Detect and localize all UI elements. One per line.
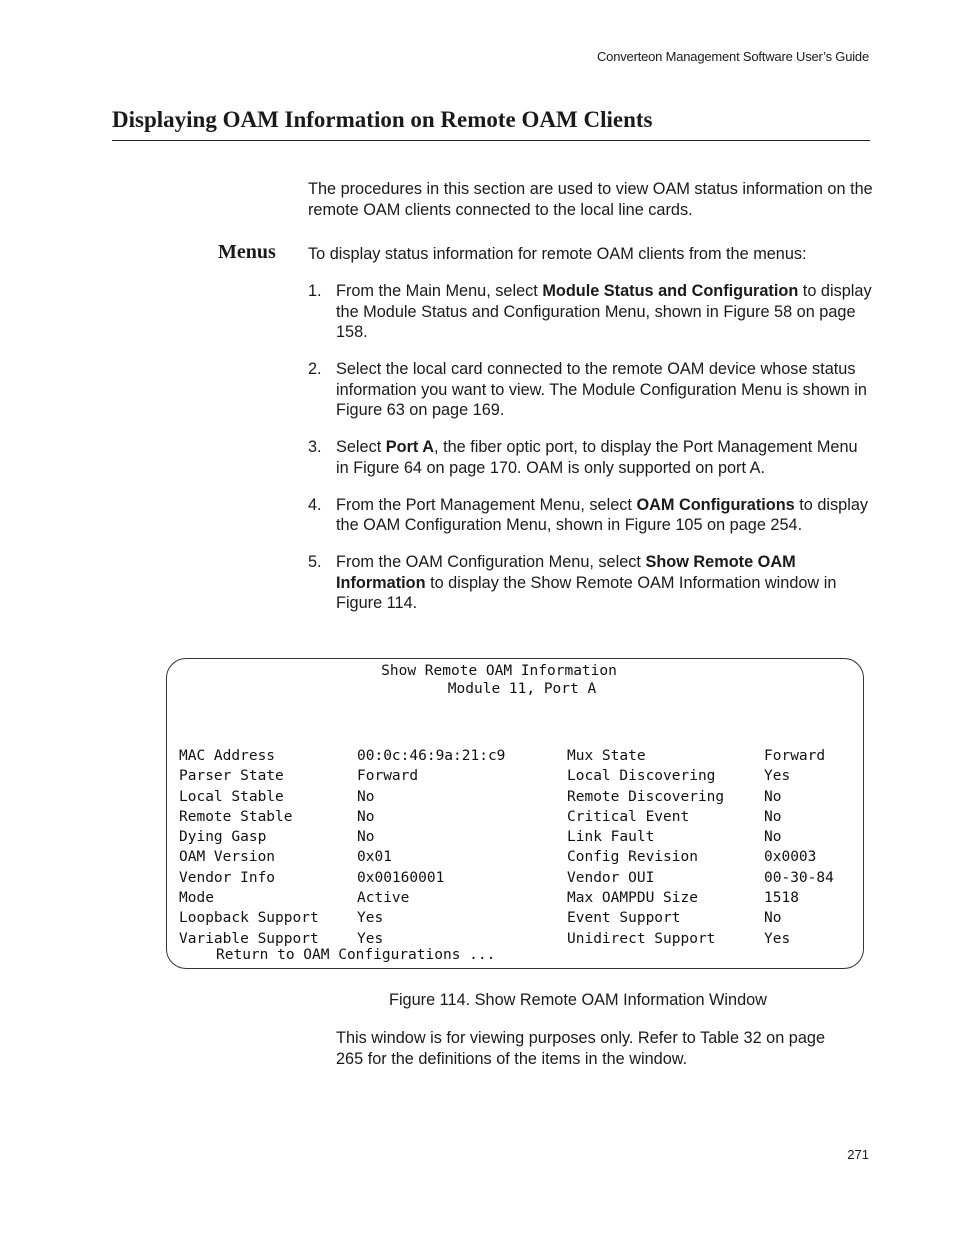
field-value: Yes	[764, 768, 791, 785]
field-label: Mode	[179, 890, 214, 907]
status-table	[179, 732, 834, 947]
step-number: 2.	[308, 360, 322, 378]
step-item	[308, 495, 873, 536]
menus-side-heading: Menus	[218, 241, 276, 263]
page-number: 271	[847, 1147, 869, 1162]
field-value: 0x0003	[764, 849, 817, 866]
field-value: No	[764, 788, 782, 805]
field-value: Yes	[357, 930, 384, 947]
step-text: From the Main Menu, select Module Status and Configuration to display the Module Status and Configuration Menu, shown in Figure 58 on page 158.	[336, 282, 872, 341]
menu-option-name: Show Remote OAM Information	[336, 553, 796, 592]
menu-option-name: OAM Configurations	[636, 495, 795, 514]
field-value: Active	[357, 890, 410, 907]
step-number: 1.	[308, 282, 322, 300]
menu-option-name: Module Status and Configuration	[542, 282, 799, 300]
field-label: MAC Address	[179, 748, 276, 764]
field-label: Parser State	[179, 768, 284, 785]
field-value: No	[357, 808, 375, 825]
field-value: 00-30-84	[764, 869, 834, 886]
step-text: Select the local card connected to the remote OAM device whose status information you want to view. The Module Configuration Menu is shown in Figure 63 on page 169.	[336, 360, 867, 419]
figure-caption: Figure 114. Show Remote OAM Information Window	[389, 991, 767, 1009]
terminal-title: Show Remote OAM Information	[381, 663, 617, 679]
terminal-window-figure	[166, 658, 864, 969]
field-value: No	[764, 808, 782, 825]
terminal-subtitle: Module 11, Port A	[447, 681, 597, 697]
field-label: Local Discovering	[567, 768, 716, 785]
field-label: Local Stable	[179, 788, 284, 805]
closing-paragraph: This window is for viewing purposes only. Refer to Table 32 on page 265 for the definitions of the items in the window.	[336, 1029, 826, 1068]
field-value: No	[357, 829, 375, 846]
field-value: Forward	[357, 768, 419, 785]
field-value: Forward	[764, 748, 826, 764]
field-value: 00:0c:46:9a:21:c9	[357, 748, 506, 764]
field-label: Link Fault	[567, 829, 655, 846]
field-label: OAM Version	[179, 849, 276, 866]
field-value: No	[764, 829, 782, 846]
menus-lead-paragraph: To display status information for remote OAM clients from the menus:	[308, 245, 807, 263]
field-label: Unidirect Support	[567, 930, 716, 947]
status-row	[179, 732, 826, 764]
step-number: 4.	[308, 495, 322, 514]
step-item	[308, 437, 873, 478]
field-label: Config Revision	[567, 849, 698, 866]
field-label: Event Support	[567, 910, 681, 927]
field-label: Variable Support	[179, 930, 319, 947]
field-label: Remote Stable	[179, 808, 293, 825]
menu-option-name: Port A	[385, 438, 435, 456]
step-text: From the Port Management Menu, select OAM Configurations to display the OAM Configuration Menu, shown in Figure 105 on page 254.	[336, 495, 869, 534]
field-value: 1518	[764, 890, 799, 907]
step-number: 3.	[308, 438, 322, 456]
field-value: No	[357, 788, 375, 805]
step-text: From the OAM Configuration Menu, select Show Remote OAM Information to display the Show Remote OAM Information window in Figure 114.	[336, 553, 837, 612]
step-number: 5.	[308, 553, 322, 571]
field-label: Vendor OUI	[567, 869, 655, 886]
step-item	[308, 281, 873, 343]
field-label: Vendor Info	[179, 869, 276, 886]
title-rule	[112, 140, 870, 141]
step-item	[308, 552, 873, 614]
intro-paragraph: The procedures in this section are used to view OAM status information on the remote OAM clients connected to the local line cards.	[308, 180, 873, 219]
section-title: Displaying OAM Information on Remote OAM Clients	[112, 107, 653, 132]
running-header: Converteon Management Software User’s Guide	[596, 49, 869, 64]
step-text: Select Port A, the fiber optic port, to display the Port Management Menu in Figure 64 on page 170. OAM is only supported on port A.	[336, 438, 858, 477]
field-label: Dying Gasp	[179, 829, 267, 846]
field-value: 0x00160001	[357, 869, 445, 886]
field-label: Loopback Support	[179, 910, 319, 927]
field-label: Critical Event	[567, 808, 690, 825]
field-value: Yes	[764, 930, 791, 947]
field-label: Max OAMPDU Size	[567, 890, 698, 907]
step-item	[308, 359, 873, 421]
field-label: Mux State	[567, 748, 646, 764]
field-value: Yes	[357, 910, 384, 927]
field-label: Remote Discovering	[567, 788, 725, 805]
return-menu-option: Return to OAM Configurations ...	[216, 947, 496, 963]
field-value: No	[764, 910, 782, 927]
field-value: 0x01	[357, 849, 392, 866]
procedure-steps	[308, 281, 873, 630]
